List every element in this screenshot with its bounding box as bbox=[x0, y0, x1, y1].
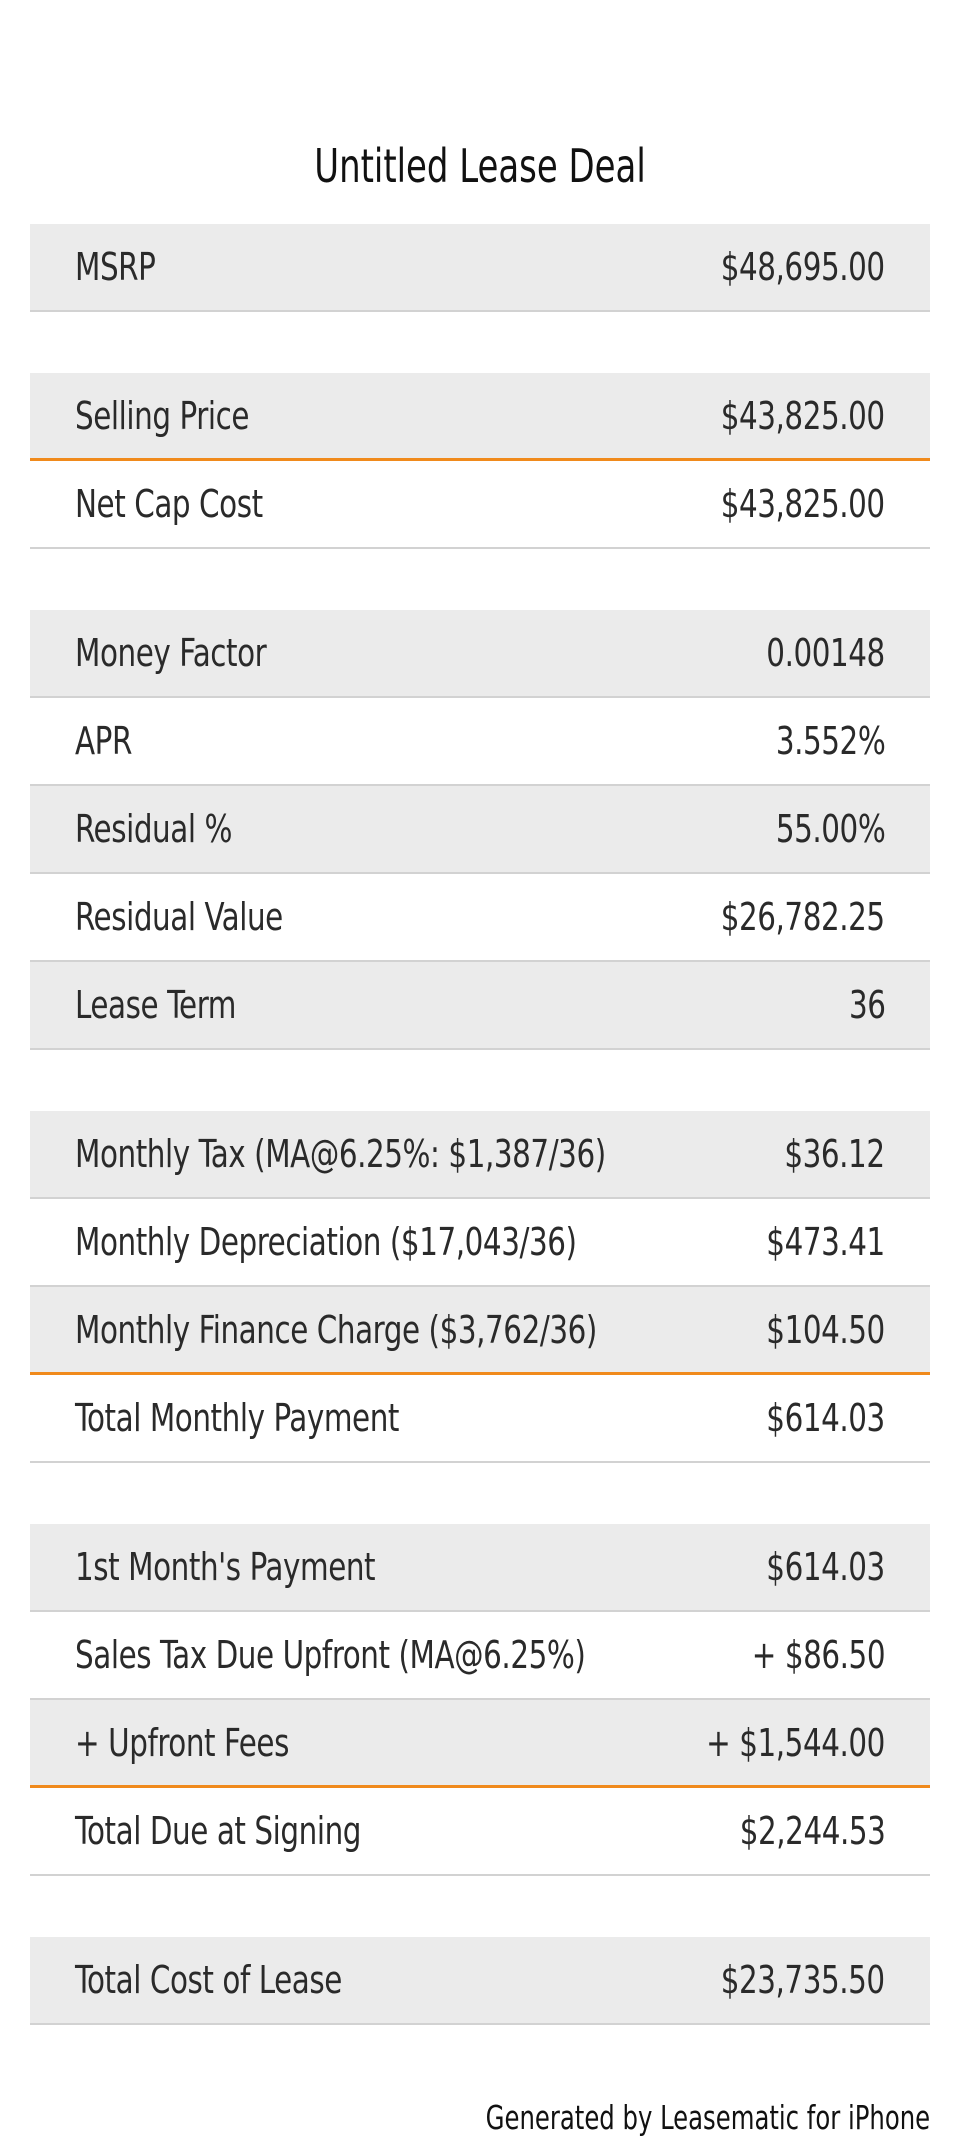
row-label: Selling Price bbox=[75, 393, 250, 438]
row-monthly-tax bbox=[30, 1111, 930, 1199]
page-title: Untitled Lease Deal bbox=[314, 139, 646, 193]
row-residual-value bbox=[30, 874, 930, 962]
row-sales-tax-upfront bbox=[30, 1612, 930, 1700]
group-spacer bbox=[30, 1050, 930, 1111]
row-label: Monthly Depreciation ($17,043/36) bbox=[75, 1220, 577, 1264]
row-value: $104.50 bbox=[766, 1307, 885, 1352]
row-label: Total Due at Signing bbox=[75, 1809, 362, 1853]
row-value: $48,695.00 bbox=[721, 245, 885, 289]
row-label: APR bbox=[75, 719, 132, 763]
row-value: 36 bbox=[848, 983, 885, 1027]
group-spacer bbox=[30, 549, 930, 610]
row-label: Money Factor bbox=[75, 631, 267, 675]
row-value: $473.41 bbox=[766, 1220, 885, 1264]
row-total-monthly-payment bbox=[30, 1375, 930, 1463]
row-label: Sales Tax Due Upfront (MA@6.25%) bbox=[75, 1633, 586, 1677]
row-selling-price bbox=[30, 373, 930, 461]
row-value: $23,735.50 bbox=[721, 1958, 885, 2002]
row-money-factor bbox=[30, 610, 930, 698]
row-first-month-payment bbox=[30, 1524, 930, 1612]
row-value: 0.00148 bbox=[766, 631, 885, 675]
row-label: Total Cost of Lease bbox=[75, 1958, 342, 2002]
row-residual-percent bbox=[30, 786, 930, 874]
lease-worksheet bbox=[30, 224, 930, 2025]
row-value: $614.03 bbox=[766, 1545, 885, 1589]
row-value: + $86.50 bbox=[751, 1633, 885, 1677]
row-label: Net Cap Cost bbox=[75, 482, 263, 526]
row-value: $614.03 bbox=[766, 1396, 885, 1440]
row-value: $2,244.53 bbox=[739, 1809, 885, 1853]
row-label: 1st Month's Payment bbox=[75, 1545, 376, 1589]
row-value: + $1,544.00 bbox=[706, 1720, 885, 1765]
row-value: $36.12 bbox=[784, 1132, 885, 1176]
row-label: Total Monthly Payment bbox=[75, 1396, 400, 1440]
group-spacer bbox=[30, 1876, 930, 1937]
row-total-cost-of-lease bbox=[30, 1937, 930, 2025]
row-upfront-fees bbox=[30, 1700, 930, 1788]
row-lease-term bbox=[30, 962, 930, 1050]
row-label: Residual Value bbox=[75, 895, 283, 939]
row-label: Monthly Tax (MA@6.25%: $1,387/36) bbox=[75, 1132, 606, 1176]
row-apr bbox=[30, 698, 930, 786]
group-spacer bbox=[30, 312, 930, 373]
row-monthly-depreciation bbox=[30, 1199, 930, 1287]
row-value: 3.552% bbox=[775, 719, 885, 763]
row-net-cap-cost bbox=[30, 461, 930, 549]
row-value: $26,782.25 bbox=[721, 895, 885, 939]
row-label: Lease Term bbox=[75, 983, 237, 1027]
footer-credit: Generated by Leasematic for iPhone bbox=[485, 2098, 930, 2137]
row-label: + Upfront Fees bbox=[75, 1720, 289, 1765]
row-value: 55.00% bbox=[775, 807, 885, 851]
row-label: Residual % bbox=[75, 807, 233, 851]
row-value: $43,825.00 bbox=[721, 482, 885, 526]
row-monthly-finance-charge bbox=[30, 1287, 930, 1375]
row-msrp bbox=[30, 224, 930, 312]
row-label: Monthly Finance Charge ($3,762/36) bbox=[75, 1307, 597, 1352]
row-value: $43,825.00 bbox=[721, 393, 885, 438]
row-total-due-at-signing bbox=[30, 1788, 930, 1876]
row-label: MSRP bbox=[75, 245, 156, 289]
group-spacer bbox=[30, 1463, 930, 1524]
